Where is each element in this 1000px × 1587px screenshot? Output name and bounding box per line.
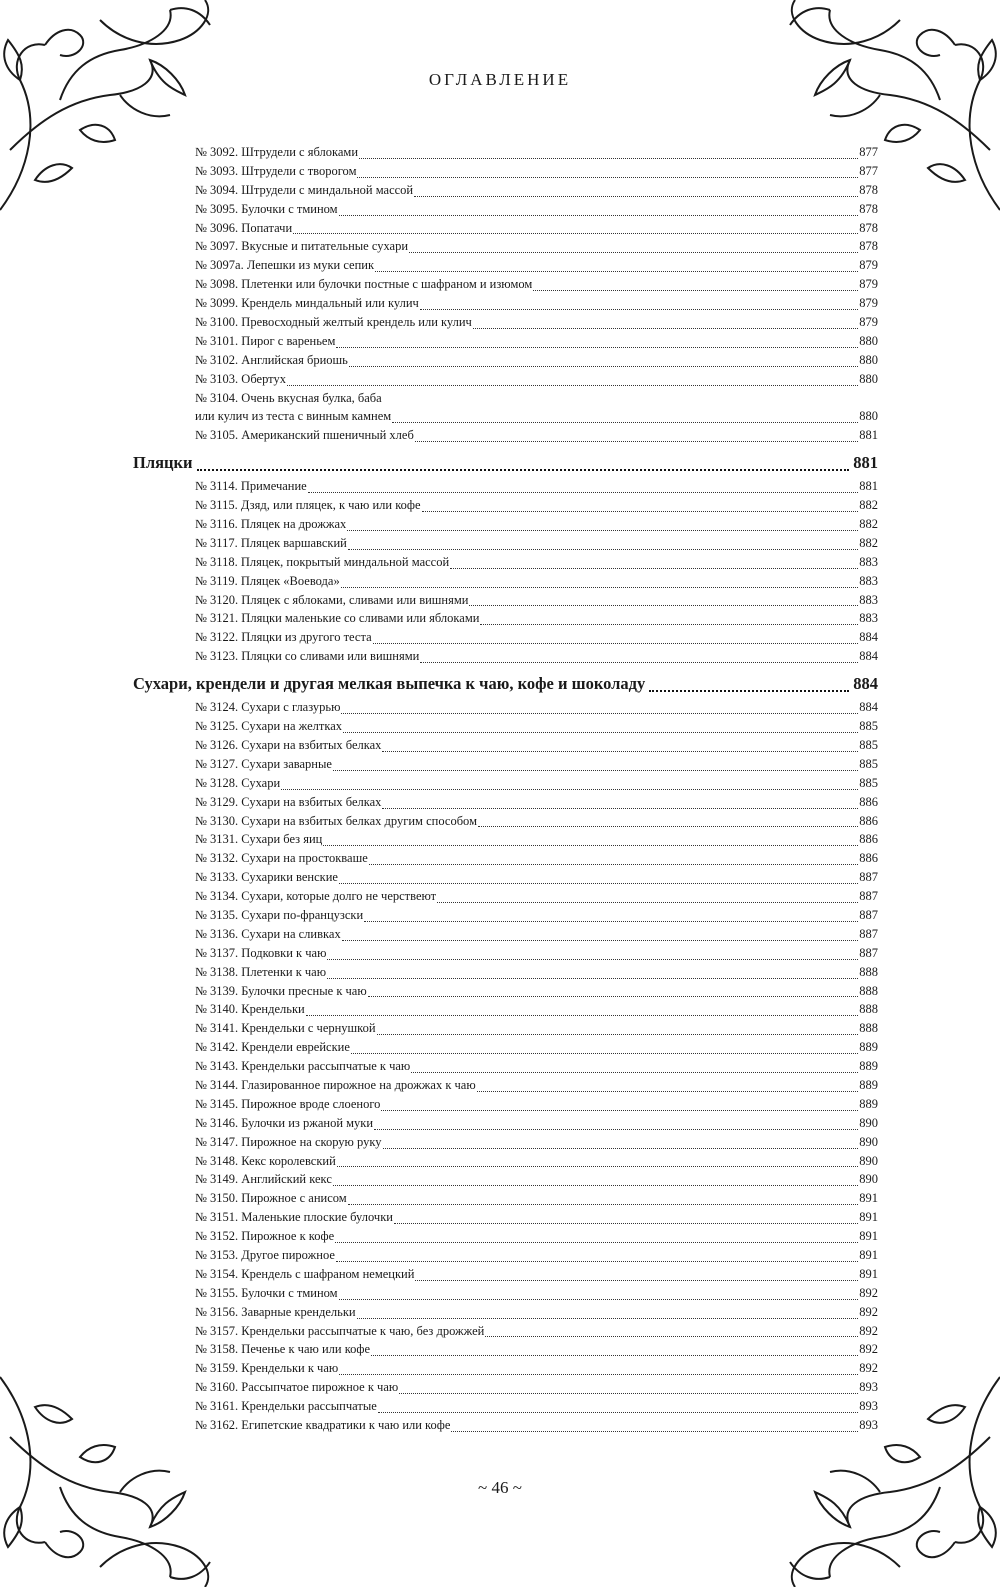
entry-page-number: 890	[859, 1153, 878, 1168]
dot-leader	[411, 1072, 858, 1073]
toc-entry[interactable]	[195, 1322, 878, 1341]
toc-section-heading[interactable]	[133, 670, 878, 698]
toc-entry[interactable]	[195, 1397, 878, 1416]
flourish-stroke	[4, 1507, 22, 1547]
entry-page-number: 878	[859, 220, 878, 235]
toc-section-heading[interactable]	[133, 449, 878, 477]
entry-title: № 3130. Сухари на взбитых белках другим способом	[195, 813, 477, 828]
entry-page-number: 879	[859, 296, 878, 311]
entry-page-number: 891	[859, 1191, 878, 1206]
entry-page-number: 878	[859, 239, 878, 254]
entry-title: № 3141. Крендельки с чернушкой	[195, 1021, 376, 1036]
dot-leader	[293, 233, 858, 234]
flourish-stroke	[885, 125, 920, 142]
flourish-stroke	[60, 1487, 171, 1577]
entry-title: № 3132. Сухари на простокваше	[195, 851, 368, 866]
toc-entry[interactable]	[195, 1038, 878, 1057]
running-title: ОГЛАВЛЕНИЕ	[428, 70, 572, 89]
toc-entry[interactable]	[195, 407, 878, 426]
entry-title: № 3094. Штрудели с миндальной массой	[195, 182, 414, 197]
dot-leader	[383, 1148, 859, 1149]
entry-title: № 3147. Пирожное на скорую руку	[195, 1134, 382, 1149]
flourish-stroke	[917, 1531, 955, 1557]
entry-title: № 3126. Сухари на взбитых белках	[195, 737, 382, 752]
dot-leader	[381, 1110, 858, 1111]
toc-entry[interactable]	[195, 982, 878, 1001]
toc-entry[interactable]	[195, 755, 878, 774]
entry-title: № 3151. Маленькие плоские булочки	[195, 1210, 393, 1225]
entry-title: № 3115. Дзяд, или пляцек, к чаю или кофе	[195, 498, 421, 513]
toc-entry[interactable]	[195, 1284, 878, 1303]
entry-page-number: 887	[859, 907, 878, 922]
entry-page-number: 893	[859, 1418, 878, 1432]
dot-leader	[394, 1223, 858, 1224]
toc-entry[interactable]	[195, 849, 878, 868]
dot-leader	[373, 643, 859, 644]
toc-entry[interactable]	[195, 1265, 878, 1284]
entry-title: № 3135. Сухари по-французски	[195, 907, 364, 922]
toc-entry[interactable]	[195, 1340, 878, 1359]
entry-page-number: 888	[859, 964, 878, 979]
entry-title: № 3133. Сухарики венские	[195, 870, 338, 885]
dot-leader	[415, 441, 858, 442]
entry-page-number: 879	[859, 277, 878, 292]
entry-page-number: 892	[859, 1304, 878, 1319]
toc-entry[interactable]	[195, 647, 878, 666]
entry-title: № 3150. Пирожное с анисом	[195, 1191, 347, 1206]
entry-page-number: 888	[859, 1021, 878, 1036]
dot-leader	[339, 1299, 859, 1300]
entry-page-number: 880	[859, 352, 878, 367]
entry-page-number: 878	[859, 201, 878, 216]
dot-leader	[469, 605, 858, 606]
entry-page-number: 890	[859, 1115, 878, 1130]
dot-leader	[336, 347, 858, 348]
dot-leader	[327, 978, 858, 979]
dot-leader	[378, 1412, 858, 1413]
entry-title: или кулич из теста с винным камнем	[195, 409, 392, 424]
toc-entry[interactable]	[195, 200, 878, 219]
entry-title: № 3118. Пляцек, покрытый миндальной массой	[195, 554, 450, 569]
toc-entry[interactable]	[195, 1359, 878, 1378]
dot-leader	[327, 959, 858, 960]
dot-leader	[422, 511, 859, 512]
dot-leader	[371, 1355, 858, 1356]
entry-title: № 3139. Булочки пресные к чаю	[195, 983, 367, 998]
entry-page-number: 880	[859, 371, 878, 386]
flourish-stroke	[917, 30, 955, 56]
toc-entry[interactable]	[195, 609, 878, 628]
toc-entry[interactable]	[195, 591, 878, 610]
entry-title: № 3159. Крендельки к чаю	[195, 1361, 339, 1376]
entry-page-number: 882	[859, 517, 878, 532]
entry-title: № 3142. Крендели еврейские	[195, 1040, 350, 1055]
flourish-stroke	[45, 1531, 83, 1557]
entry-page-number: 889	[859, 1040, 878, 1055]
entry-title: № 3161. Крендельки рассыпчатые	[195, 1399, 377, 1414]
dot-leader	[377, 1034, 859, 1035]
toc-entry[interactable]	[195, 1095, 878, 1114]
toc-entry[interactable]	[195, 944, 878, 963]
entry-page-number: 891	[859, 1266, 878, 1281]
entry-title: № 3124. Сухари с глазурью	[195, 700, 341, 715]
dot-leader	[348, 549, 858, 550]
entry-page-number: 887	[859, 870, 878, 885]
dot-leader	[374, 1129, 858, 1130]
toc-entry[interactable]	[195, 963, 878, 982]
entry-title: № 3143. Крендельки рассыпчатые к чаю	[195, 1059, 411, 1074]
dot-leader	[480, 624, 858, 625]
toc-entry[interactable]	[195, 1416, 878, 1435]
dot-leader	[477, 1091, 859, 1092]
entry-title: № 3102. Английская бриошь	[195, 352, 348, 367]
entry-page-number: 889	[859, 1096, 878, 1111]
entry-title: № 3145. Пирожное вроде слоеного	[195, 1096, 381, 1111]
dot-leader	[478, 826, 858, 827]
entry-title: № 3152. Пирожное к кофе	[195, 1229, 335, 1244]
dot-leader	[392, 422, 858, 423]
toc-entry[interactable]	[195, 1019, 878, 1038]
dot-leader	[409, 252, 858, 253]
dot-leader	[415, 1280, 858, 1281]
toc-entry[interactable]	[195, 477, 878, 496]
toc-entry[interactable]	[195, 294, 878, 313]
toc-entry[interactable]	[195, 1000, 878, 1019]
flourish-stroke	[80, 125, 115, 142]
entry-title: № 3129. Сухари на взбитых белках	[195, 794, 382, 809]
entry-title: № 3155. Булочки с тмином	[195, 1285, 338, 1300]
section-page-number: 884	[853, 674, 878, 694]
flourish-stroke	[978, 1507, 996, 1547]
entry-title: № 3154. Крендель с шафраном немецкий	[195, 1266, 415, 1281]
toc-entry[interactable]	[195, 219, 878, 238]
entry-title: № 3120. Пляцек с яблоками, сливами или вишнями	[195, 592, 469, 607]
dot-leader	[450, 568, 858, 569]
dot-leader	[357, 177, 858, 178]
entry-title: № 3103. Обертух	[195, 371, 286, 386]
flourish-stroke	[830, 95, 880, 116]
dot-leader	[420, 662, 858, 663]
entry-title: № 3122. Пляцки из другого теста	[195, 630, 372, 645]
entry-page-number: 887	[859, 945, 878, 960]
table-of-contents	[0, 143, 1000, 1435]
entry-page-number: 891	[859, 1247, 878, 1262]
toc-entry[interactable]	[195, 628, 878, 647]
entry-page-number: 888	[859, 983, 878, 998]
entry-title: № 3136. Сухари на сливках	[195, 926, 341, 941]
entry-page-number: 888	[859, 1002, 878, 1017]
dot-leader	[420, 309, 858, 310]
toc-entry[interactable]	[195, 1114, 878, 1133]
entry-title: № 3160. Рассыпчатое пирожное к чаю	[195, 1380, 399, 1395]
entry-page-number: 893	[859, 1399, 878, 1414]
dot-leader	[382, 808, 858, 809]
toc-entry[interactable]	[195, 1208, 878, 1227]
entry-page-number: 881	[859, 479, 878, 494]
entry-page-number: 887	[859, 889, 878, 904]
entry-page-number: 882	[859, 535, 878, 550]
entry-title: № 3097а. Лепешки из муки сепик	[195, 258, 375, 273]
toc-entry[interactable]	[195, 496, 878, 515]
dot-leader	[339, 215, 859, 216]
entry-title: № 3095. Булочки с тмином	[195, 201, 338, 216]
entry-title: № 3138. Плетенки к чаю	[195, 964, 327, 979]
dot-leader	[368, 996, 859, 997]
section-title: Сухари, крендели и другая мелкая выпечка к чаю, кофе и шоколаду	[133, 674, 646, 694]
dot-leader	[333, 770, 858, 771]
entry-title: № 3146. Булочки из ржаной муки	[195, 1115, 374, 1130]
flourish-stroke	[829, 1487, 940, 1577]
entry-page-number: 885	[859, 737, 878, 752]
toc-entry[interactable]	[195, 793, 878, 812]
toc-entry[interactable]	[195, 1057, 878, 1076]
entry-page-number: 877	[859, 145, 878, 159]
toc-entry[interactable]	[195, 237, 878, 256]
entry-page-number: 883	[859, 573, 878, 588]
flourish-stroke	[120, 95, 170, 116]
toc-entry[interactable]	[195, 887, 878, 906]
entry-page-number: 882	[859, 498, 878, 513]
dot-leader	[533, 290, 858, 291]
toc-entry[interactable]	[195, 736, 878, 755]
entry-page-number: 884	[859, 630, 878, 645]
dot-leader	[335, 1242, 858, 1243]
entry-title: № 3119. Пляцек «Воевода»	[195, 573, 340, 588]
toc-entry[interactable]	[195, 925, 878, 944]
entry-title: № 3137. Подковки к чаю	[195, 945, 327, 960]
dot-leader	[359, 158, 858, 159]
entry-page-number: 885	[859, 719, 878, 734]
dot-leader	[375, 271, 858, 272]
entry-title: № 3162. Египетские квадратики к чаю или кофе	[195, 1418, 451, 1432]
entry-title: № 3121. Пляцки маленькие со сливами или яблоками	[195, 611, 480, 626]
dot-leader	[382, 751, 858, 752]
toc-entry[interactable]	[195, 256, 878, 275]
entry-page-number: 893	[859, 1380, 878, 1395]
entry-title: № 3117. Пляцек варшавский	[195, 535, 347, 550]
toc-entry[interactable]	[195, 868, 878, 887]
entry-title: № 3114. Примечание	[195, 479, 307, 494]
dot-leader	[337, 1166, 858, 1167]
toc-entry[interactable]	[195, 774, 878, 793]
dot-leader	[347, 530, 858, 531]
toc-entry[interactable]	[195, 1170, 878, 1189]
entry-title: № 3148. Кекс королевский	[195, 1153, 336, 1168]
toc-entry[interactable]	[195, 1133, 878, 1152]
toc-entry[interactable]	[195, 275, 878, 294]
entry-page-number: 887	[859, 926, 878, 941]
dot-leader	[341, 587, 859, 588]
entry-page-number: 890	[859, 1172, 878, 1187]
entry-title: № 3131. Сухари без яиц	[195, 832, 323, 847]
entry-page-number: 889	[859, 1077, 878, 1092]
entry-title: № 3097. Вкусные и питательные сухари	[195, 239, 409, 254]
dot-leader	[287, 385, 858, 386]
entry-title: № 3153. Другое пирожное	[195, 1247, 335, 1262]
entry-page-number: 885	[859, 756, 878, 771]
entry-title: № 3096. Попатачи	[195, 220, 293, 235]
dot-leader	[339, 1374, 858, 1375]
entry-title: № 3100. Превосходный желтый крендель или кулич	[195, 315, 472, 330]
toc-entry[interactable]	[195, 1152, 878, 1171]
toc-entry[interactable]	[195, 1189, 878, 1208]
entry-page-number: 879	[859, 315, 878, 330]
entry-page-number: 889	[859, 1059, 878, 1074]
toc-entry[interactable]	[195, 812, 878, 831]
dot-leader	[348, 1204, 859, 1205]
toc-entry[interactable]	[195, 162, 878, 181]
entry-title: № 3092. Штрудели с яблоками	[195, 145, 359, 159]
toc-entry[interactable]	[195, 313, 878, 332]
dot-leader	[343, 732, 858, 733]
entry-title: № 3156. Заварные крендельки	[195, 1304, 356, 1319]
dot-leader	[323, 845, 858, 846]
entry-page-number: 885	[859, 775, 878, 790]
dot-leader	[473, 328, 858, 329]
entry-page-number: 883	[859, 592, 878, 607]
entry-page-number: 886	[859, 851, 878, 866]
toc-entry[interactable]	[195, 906, 878, 925]
toc-entry[interactable]	[195, 572, 878, 591]
dot-leader	[341, 713, 858, 714]
entry-title: № 3127. Сухари заварные	[195, 756, 332, 771]
dot-leader	[281, 789, 858, 790]
entry-page-number: 886	[859, 794, 878, 809]
dot-leader	[369, 864, 858, 865]
entry-page-number: 892	[859, 1323, 878, 1338]
entry-page-number: 892	[859, 1342, 878, 1357]
toc-entry[interactable]	[195, 426, 878, 445]
dot-leader	[308, 492, 859, 493]
entry-title: № 3123. Пляцки со сливами или вишнями	[195, 649, 420, 664]
dot-leader	[357, 1318, 859, 1319]
toc-entry[interactable]	[195, 1246, 878, 1265]
dot-leader	[451, 1431, 858, 1432]
dot-leader	[649, 690, 849, 692]
toc-entry[interactable]	[195, 1378, 878, 1397]
toc-entry[interactable]	[195, 1076, 878, 1095]
toc-entry[interactable]	[195, 1303, 878, 1322]
entry-page-number: 891	[859, 1229, 878, 1244]
entry-page-number: 886	[859, 832, 878, 847]
dot-leader	[336, 1261, 858, 1262]
toc-entry[interactable]	[195, 553, 878, 572]
page-number: ~ 46 ~	[478, 1478, 522, 1497]
entry-page-number: 890	[859, 1134, 878, 1149]
entry-page-number: 880	[859, 409, 878, 424]
dot-leader	[197, 469, 850, 471]
entry-title: № 3099. Крендель миндальный или кулич	[195, 296, 419, 311]
entry-title: № 3104. Очень вкусная булка, баба	[195, 390, 382, 405]
entry-title: № 3116. Пляцек на дрожжах	[195, 517, 347, 532]
entry-title: № 3105. Американский пшеничный хлеб	[195, 428, 414, 443]
entry-page-number: 891	[859, 1210, 878, 1225]
entry-title: № 3125. Сухари на желтках	[195, 719, 343, 734]
entry-title: № 3101. Пирог с вареньем	[195, 333, 336, 348]
dot-leader	[364, 921, 858, 922]
dot-leader	[414, 196, 858, 197]
entry-title: № 3140. Крендельки	[195, 1002, 305, 1017]
entry-page-number: 884	[859, 649, 878, 664]
entry-title: № 3149. Английский кекс	[195, 1172, 332, 1187]
entry-title: № 3158. Печенье к чаю или кофе	[195, 1342, 371, 1357]
section-title: Пляцки	[133, 453, 193, 473]
entry-page-number: 877	[859, 163, 878, 178]
entry-page-number: 883	[859, 554, 878, 569]
toc-entry[interactable]	[195, 717, 878, 736]
dot-leader	[306, 1015, 859, 1016]
entry-page-number: 886	[859, 813, 878, 828]
entry-page-number: 884	[859, 700, 878, 715]
entry-title: № 3128. Сухари	[195, 775, 281, 790]
dot-leader	[342, 940, 859, 941]
toc-entry[interactable]	[195, 181, 878, 200]
dot-leader	[351, 1053, 858, 1054]
dot-leader	[399, 1393, 858, 1394]
dot-leader	[437, 902, 858, 903]
flourish-stroke	[80, 1445, 115, 1462]
flourish-stroke	[885, 1445, 920, 1462]
toc-entry[interactable]	[195, 370, 878, 389]
toc-entry[interactable]	[195, 534, 878, 553]
toc-entry[interactable]	[195, 332, 878, 351]
entry-title: № 3144. Глазированное пирожное на дрожжах к чаю	[195, 1077, 476, 1092]
entry-page-number: 880	[859, 333, 878, 348]
dot-leader	[339, 883, 858, 884]
toc-entry[interactable]	[195, 515, 878, 534]
entry-page-number: 892	[859, 1361, 878, 1376]
toc-entry[interactable]	[195, 143, 878, 162]
toc-entry[interactable]	[195, 389, 878, 408]
dot-leader	[349, 366, 858, 367]
dot-leader	[485, 1336, 858, 1337]
entry-page-number: 879	[859, 258, 878, 273]
entry-page-number: 878	[859, 182, 878, 197]
entry-title: № 3134. Сухари, которые долго не черствеют	[195, 889, 437, 904]
toc-entry[interactable]	[195, 351, 878, 370]
entry-title: № 3157. Крендельки рассыпчатые к чаю, без дрожжей	[195, 1323, 485, 1338]
entry-page-number: 881	[859, 428, 878, 443]
toc-entry[interactable]	[195, 698, 878, 717]
entry-title: № 3093. Штрудели с творогом	[195, 163, 357, 178]
toc-entry[interactable]	[195, 830, 878, 849]
flourish-stroke	[45, 30, 83, 56]
entry-page-number: 883	[859, 611, 878, 626]
entry-page-number: 892	[859, 1285, 878, 1300]
section-page-number: 881	[853, 453, 878, 473]
dot-leader	[333, 1185, 858, 1186]
entry-title: № 3098. Плетенки или булочки постные с шафраном и изюмом	[195, 277, 533, 292]
toc-entry[interactable]	[195, 1227, 878, 1246]
